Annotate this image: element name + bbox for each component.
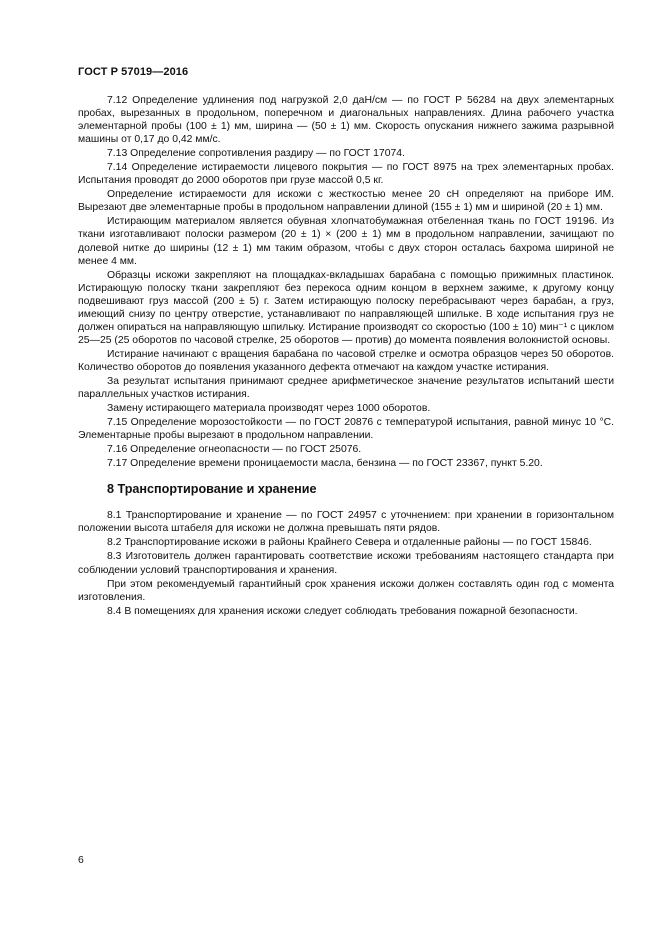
paragraph-7-17: 7.17 Определение времени проницаемости масла, бензина — по ГОСТ 23367, пункт 5.20. (107, 458, 543, 470)
paragraph-8-3: 8.3 Изготовитель должен гарантировать соответствие искожи требованиям настоящего стандарта при соблюдении условий транспортирования и хранения. (78, 551, 614, 576)
section-8-heading: 8 Транспортирование и хранение (107, 482, 317, 497)
standard-designation-header: ГОСТ Р 57019—2016 (78, 66, 189, 78)
paragraph-sample-mounting: Образцы искожи закрепляют на площадках-вкладышах барабана с помощью прижимных пластинок. Истирающую полоску ткани закрепляют без перекоса одним концом в верхнем зажиме, к другому концу подвешивают груз массой (200 ± 5) г. Затем истирающую полоску перебрасывают через барабан, а груз, имеющий снизу по центру отверстие, устанавливают по направляющей шпильке. В ходе испытания груз не должен опираться на направляющую шпильку. Истирание производят со скоростью (100 ± 10) мин⁻¹ с циклом 25—25 (25 оборотов по часовой стрелке, 25 оборотов — против) до момента появления волокнистой основы. (78, 269, 614, 346)
paragraph-material-replacement: Замену истирающего материала производят через 1000 оборотов. (107, 403, 431, 415)
paragraph-7-15: 7.15 Определение морозостойкости — по ГОСТ 20876 с температурой испытания, равной минус 10 °С. Элементарные пробы вырезают в продольном направлении. (78, 417, 614, 442)
paragraph-7-13: 7.13 Определение сопротивления раздиру — по ГОСТ 17074. (107, 148, 405, 160)
page-content (78, 94, 614, 619)
paragraph-8-4: 8.4 В помещениях для хранения искожи следует соблюдать требования пожарной безопасности. (107, 605, 578, 617)
paragraph-7-16: 7.16 Определение огнеопасности — по ГОСТ 25076. (107, 444, 362, 456)
paragraph-abrasion-im-device: Определение истираемости для искожи с жесткостью менее 20 сН определяют на приборе ИМ. Вырезают две элементарные пробы в продольном направлении длиной (155 ± 1) мм и шириной (20 ± 1) мм. (78, 189, 614, 214)
paragraph-7-12: 7.12 Определение удлинения под нагрузкой 2,0 даН/см — по ГОСТ Р 56284 на двух элементарных пробах, вырезанных в продольном, поперечном и диагональных направлениях. Длина рабочего участка элементарной пробы (100 ± 1) мм, ширина — (50 ± 1) мм. Скорость опускания нижнего зажима разрывной машины от 0,17 до 0,42 мм/с. (78, 95, 614, 146)
paragraph-abrasion-start: Истирание начинают с вращения барабана по часовой стрелке и осмотра образцов через 50 оборотов. Количество оборотов до появления указанного дефекта отмечают на каждом участке истирания. (78, 348, 614, 373)
page-number: 6 (78, 855, 84, 866)
paragraph-8-1: 8.1 Транспортирование и хранение — по ГОСТ 24957 с уточнением: при хранении в горизонтальном положении высота штабеля для искожи не должна превышать пяти рядов. (78, 510, 614, 535)
paragraph-warranty-period: При этом рекомендуемый гарантийный срок хранения искожи должен составлять один год с момента изготовления. (78, 578, 614, 603)
paragraph-abrasive-material: Истирающим материалом является обувная хлопчатобумажная отбеленная ткань по ГОСТ 19196. Из ткани изготавливают полоски размером (20 ± 1) × (200 ± 1) мм в продольном направлении, зачищают по долевой нитке до ширины (12 ± 1) мм таким образом, чтобы с двух сторон осталась бахрома шириной не менее 4 мм. (78, 216, 614, 267)
paragraph-7-14: 7.14 Определение истираемости лицевого покрытия — по ГОСТ 8975 на трех элементарных пробах. Испытания проводят до 2000 оборотов при грузе массой 0,5 кг. (78, 162, 614, 187)
paragraph-8-2: 8.2 Транспортирование искожи в районы Крайнего Севера и отдаленные районы — по ГОСТ 15846. (107, 537, 592, 549)
paragraph-test-result: За результат испытания принимают среднее арифметическое значение результатов испытаний шести параллельных участков истирания. (78, 375, 614, 401)
